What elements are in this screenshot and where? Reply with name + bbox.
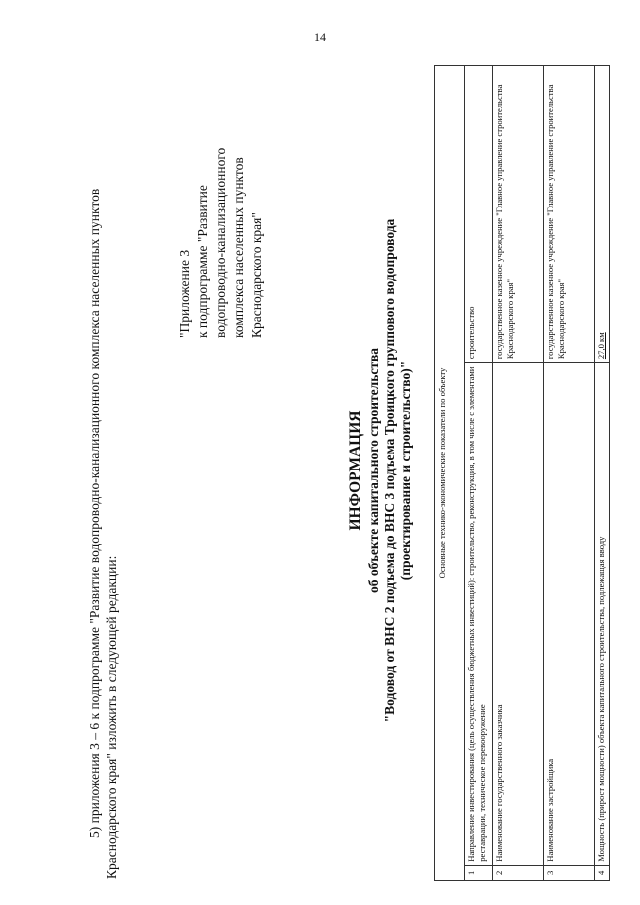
intro-line-1: 5) приложения 3 – 6 к подпрограмме "Развитие водопроводно-канализационного комплекса населенных пунктов xyxy=(87,188,102,838)
row-value: государственное казенное учреждение "Главное управление строительства Краснодарского края" xyxy=(493,66,544,363)
row-value: 27,0 км xyxy=(595,66,610,363)
row-value: государственное казенное учреждение "Главное управление строительства Краснодарского края" xyxy=(544,66,595,363)
row-label: Мощность (прирост мощности) объекта капитального строительства, подлежащая вводу xyxy=(595,363,610,866)
appendix-note-line-4: комплекса населенных пунктов xyxy=(231,157,246,338)
heading-object-stage: (проектирование и строительство)" xyxy=(398,360,413,581)
row-number: 1 xyxy=(465,865,493,880)
rotated-page-content xyxy=(0,48,638,893)
row-number: 4 xyxy=(595,865,610,880)
info-table xyxy=(434,65,610,881)
heading-title: ИНФОРМАЦИЯ xyxy=(347,410,364,531)
intro-paragraph xyxy=(86,48,120,893)
appendix-note xyxy=(176,68,266,338)
appendix-note-line-1: "Приложение 3 xyxy=(177,249,192,338)
row-label: Наименование государственного заказчика xyxy=(493,363,544,866)
row-label: Наименование застройщика xyxy=(544,363,595,866)
appendix-note-line-2: к подпрограмме "Развитие xyxy=(195,185,210,338)
row-label: Направление инвестирования (цель осуществления бюджетных инвестиций): строительство, реконструкция, в том числе с элементами реставрации, техническое перевооружение xyxy=(465,363,493,866)
table-row xyxy=(595,66,610,881)
appendix-note-line-5: Краснодарского края" xyxy=(249,212,264,338)
table-row xyxy=(493,66,544,881)
table-row xyxy=(544,66,595,881)
row-number: 2 xyxy=(493,865,544,880)
table-header-row xyxy=(435,66,465,881)
document-heading xyxy=(346,48,414,893)
heading-subtitle: об объекте капитального строительства xyxy=(366,347,381,594)
intro-line-2: Краснодарского края" изложить в следующей редакции: xyxy=(104,555,119,879)
page-number: 14 xyxy=(314,30,326,44)
heading-object-name: "Водовод от ВНС 2 подъема до ВНС 3 подъема Троицкого группового водопровода xyxy=(382,218,397,723)
table-row xyxy=(465,66,493,881)
appendix-note-line-3: водопроводно-канализационного xyxy=(213,147,228,338)
row-value: строительство xyxy=(465,66,493,363)
row-number: 3 xyxy=(544,865,595,880)
table-header-cell: Основные технико-экономические показатели по объекту xyxy=(435,66,465,881)
